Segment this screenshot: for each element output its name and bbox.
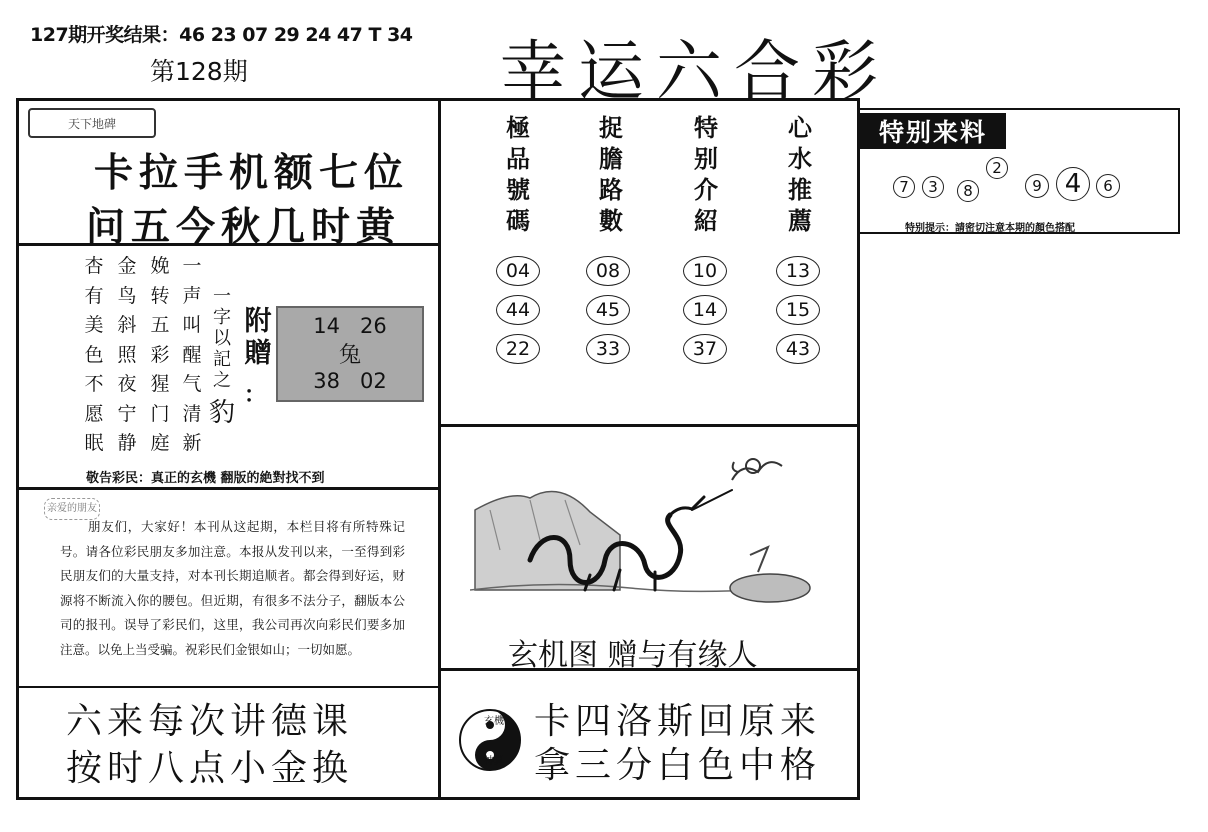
issue-number: 第128期 [150,57,248,86]
yin-yang-riddle-line-1: 卡四洛斯回原来 [534,701,822,742]
gift-zodiac: 兔 [338,343,361,368]
number-circle: 13 [776,256,820,286]
left-divider-2 [18,487,438,490]
rock-icon [730,547,810,602]
column-head-3: 特别介紹 [694,113,718,235]
bottom-riddle-line-2: 按时八点小金换 [66,748,354,789]
ball-number: 3 [922,176,944,198]
letter-body: 朋友们，大家好！本刊从这起期，本栏目将有所特殊记号。请各位彩民朋友多加注意。本报从发刊以来，一至得到彩民朋友们的大量支持，对本刊长期追顺者。都会得到好运，财源将不断流入你的腰包。但近期，有很多不法分子，翻版本公司的报刊。误导了彩民们，这里，我公司再次向彩民们要多加注意。以免上当受骗。祝彩民们金银如山；一切如愿。 [60,519,405,657]
ball-number: 8 [957,180,979,202]
page-title: 幸运六合彩 [500,33,890,110]
dragon-caption: 玄机图 赠与有缘人 [508,638,758,673]
notice-text: 敬告彩民：真正的玄機 翻版的絶對找不到 [86,471,325,486]
yin-yang-label-bottom: 神算 [484,756,504,767]
number-circle: 15 [776,295,820,325]
number-circle: 22 [496,334,540,364]
number-circle: 37 [683,334,727,364]
ball-number-highlight: 4 [1056,167,1090,201]
number-circle: 08 [586,256,630,286]
number-circle: 43 [776,334,820,364]
ball-number: 2 [986,157,1008,179]
yin-yang-label-top: 玄機 [484,716,504,727]
cloud-icon [732,459,782,480]
poem-column-4: 一声叫醒气清新 [182,255,202,454]
gift-box [276,306,424,402]
poem-column-3: 娩转五彩猩门庭 [150,255,170,454]
special-hint: 特别提示：請密切注意本期的顏色搭配 [905,223,1075,234]
dragon-illustration [470,440,830,625]
ball-number: 6 [1096,174,1120,198]
left-divider-3 [18,686,438,688]
bottom-riddle-line-1: 六来每次讲德课 [66,701,354,742]
yin-yang-riddle-line-2: 拿三分白色中格 [534,745,822,786]
number-circle: 04 [496,256,540,286]
riddle-line-1: 卡拉手机额七位 [94,150,410,196]
number-circle: 44 [496,295,540,325]
ball-number: 9 [1025,174,1049,198]
gift-numbers-bottom: 38 02 [313,369,387,393]
poem-column-1: 杏有美色不愿眠 [84,255,104,454]
section-ribbon: 天下地碑 [28,108,156,138]
gift-label: 附贈 [244,306,272,369]
column-head-1: 極品號碼 [506,113,530,235]
letter-heading-stamp: 亲爱的朋友 [44,498,100,520]
gift-numbers-top: 14 26 [313,314,387,338]
column-head-2: 捉膽路數 [599,113,623,235]
column-head-4: 心水推薦 [788,113,812,235]
vertical-divider [438,100,441,798]
number-circle: 14 [683,295,727,325]
ball-number: 7 [893,176,915,198]
number-circle: 45 [586,295,630,325]
right-divider-1 [441,424,859,427]
poem-side-note: 一字以記之 [213,286,231,391]
number-circle: 33 [586,334,630,364]
number-circle: 10 [683,256,727,286]
poem-side-answer: 豹 [209,398,236,428]
poem-column-2: 金鸟斜照夜宁静 [117,255,137,454]
gift-colon: ： [244,383,267,408]
last-draw-result: 127期开奖结果：46 23 07 29 24 47 T 34 [30,24,413,46]
riddle-line-2: 问五今秋几时黄 [86,204,402,250]
special-heading: 特别来料 [860,113,1006,149]
